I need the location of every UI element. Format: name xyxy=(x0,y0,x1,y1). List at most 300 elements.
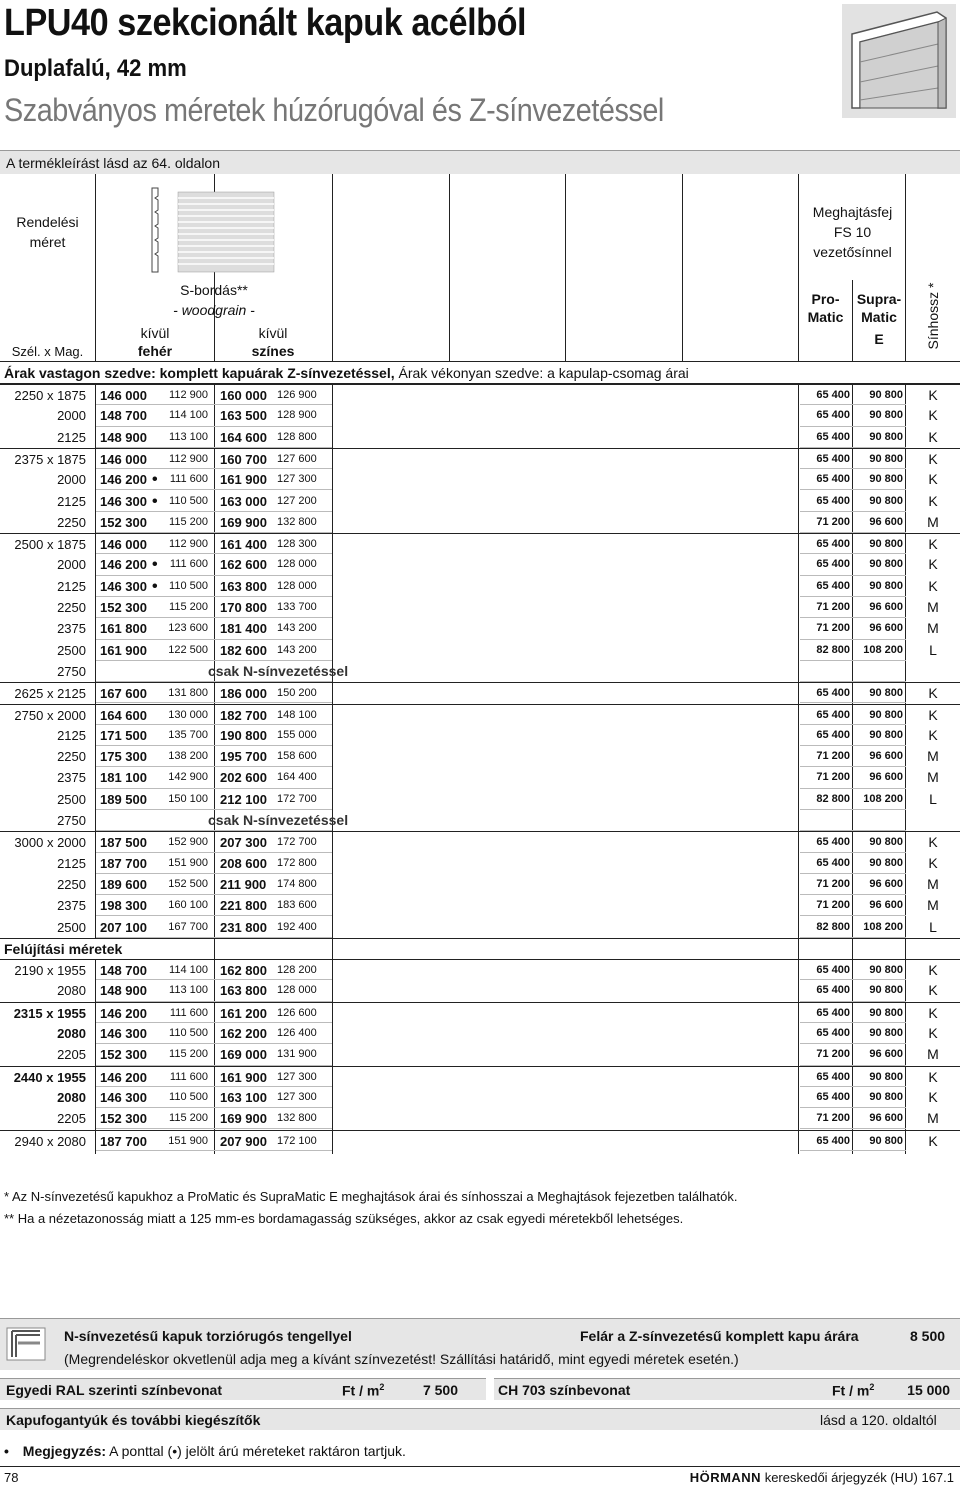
table-row xyxy=(0,597,960,618)
table-row xyxy=(0,1002,960,1023)
price-colored-panel: 128 900 xyxy=(277,409,317,422)
order-size: 2500 x 1875 xyxy=(14,537,86,553)
price-white-panel: 123 600 xyxy=(168,622,208,635)
rail-length-code: L xyxy=(929,790,937,807)
price-colored-panel: 127 300 xyxy=(277,1090,317,1103)
price-colored-complete: 221 800 xyxy=(220,898,267,914)
price-promatic: 65 400 xyxy=(816,409,850,422)
price-white-complete: 181 100 xyxy=(100,770,147,786)
rail-length-code: K xyxy=(928,685,938,702)
price-colored-complete: 202 600 xyxy=(220,770,267,786)
stock-dot xyxy=(152,1044,160,1065)
table-row xyxy=(0,576,960,597)
table-row xyxy=(0,746,960,767)
price-colored-complete: 211 900 xyxy=(220,876,267,892)
price-colored-panel: 183 600 xyxy=(277,899,317,912)
price-promatic: 65 400 xyxy=(816,452,850,465)
price-colored-complete: 190 800 xyxy=(220,727,267,743)
price-supramatic: 90 800 xyxy=(869,579,903,592)
stock-dot xyxy=(152,640,160,661)
price-colored-panel: 132 800 xyxy=(277,1112,317,1125)
table-row xyxy=(0,405,960,426)
table-row xyxy=(0,682,960,703)
rail-length-code: M xyxy=(927,1110,939,1127)
order-size: 2000 xyxy=(57,408,86,424)
price-colored-panel: 126 600 xyxy=(277,1006,317,1019)
table-row xyxy=(0,725,960,746)
price-white-complete: 187 700 xyxy=(100,855,147,871)
n-rail-only-note: csak N-sínvezetéssel xyxy=(208,812,349,828)
table-row xyxy=(0,853,960,874)
price-colored-complete: 231 800 xyxy=(220,919,267,935)
table-row xyxy=(0,980,960,1001)
price-supramatic: 90 800 xyxy=(869,964,903,977)
price-promatic: 65 400 xyxy=(816,1027,850,1039)
price-supramatic: 90 800 xyxy=(869,452,903,465)
order-size: 2125 xyxy=(57,429,86,445)
ral-coating-row: Egyedi RAL szerinti színbevonat Ft / $m^2$ 7 500 xyxy=(0,1378,486,1400)
rail-length-code: K xyxy=(928,1025,938,1041)
price-white-complete: 146 200 xyxy=(100,472,147,488)
price-white-panel: 113 100 xyxy=(169,430,208,443)
price-supramatic: 90 800 xyxy=(869,538,903,551)
order-size: 2625 x 2125 xyxy=(14,686,86,702)
price-promatic: 65 400 xyxy=(816,1006,850,1019)
handles-reference[interactable]: lásd a 120. oldaltól xyxy=(820,1412,937,1428)
stock-dot: • xyxy=(152,492,158,510)
price-white-panel: 112 900 xyxy=(169,389,208,401)
price-colored-panel: 131 900 xyxy=(277,1048,317,1061)
price-white-complete: 146 200 xyxy=(100,557,147,573)
order-size: 2125 xyxy=(57,855,86,871)
ral-price: 7 500 xyxy=(422,1382,458,1398)
price-promatic: 65 400 xyxy=(816,430,850,443)
price-colored-complete: 212 100 xyxy=(220,791,267,807)
price-supramatic: 90 800 xyxy=(869,409,903,422)
rail-length-code: M xyxy=(927,620,939,637)
price-white-panel: 111 600 xyxy=(169,1070,208,1083)
order-size-header: Rendelési méret xyxy=(16,214,79,250)
price-promatic: 65 400 xyxy=(816,984,850,997)
price-promatic: 65 400 xyxy=(816,558,850,571)
price-white-panel: 111 600 xyxy=(169,1006,208,1019)
stock-dot: • xyxy=(152,556,158,574)
n-rail-only-note: csak N-sínvezetéssel xyxy=(208,662,349,679)
rail-length-code: K xyxy=(928,1068,938,1085)
rail-length-code: K xyxy=(928,706,938,723)
price-colored-panel: 150 200 xyxy=(277,687,317,700)
order-size: 2125 xyxy=(57,578,86,594)
rail-length-code: K xyxy=(928,982,938,999)
price-colored-panel: 128 800 xyxy=(277,430,317,443)
price-colored-panel: 127 300 xyxy=(277,1070,317,1083)
price-promatic: 82 800 xyxy=(816,920,850,933)
renovation-section-row xyxy=(0,938,960,959)
stock-dot xyxy=(152,789,160,810)
price-colored-complete: 164 600 xyxy=(220,429,267,445)
price-white-complete: 207 100 xyxy=(100,919,147,935)
price-colored-panel: 128 000 xyxy=(277,984,317,997)
rail-length-code: K xyxy=(928,471,938,488)
price-white-panel: 115 200 xyxy=(169,515,208,528)
stock-dot xyxy=(152,895,160,916)
price-colored-complete: 161 900 xyxy=(220,1069,267,1085)
stock-dot xyxy=(152,385,160,405)
price-colored-complete: 208 600 xyxy=(220,855,267,871)
price-promatic: 65 400 xyxy=(816,494,850,507)
price-supramatic: 90 800 xyxy=(869,1134,903,1147)
order-size: 2250 xyxy=(57,749,86,765)
rail-length-code: K xyxy=(928,428,938,445)
stock-dot xyxy=(152,512,160,533)
order-size: 2750 x 2000 xyxy=(14,707,86,723)
price-white-panel: 113 100 xyxy=(169,984,208,997)
order-size: 3000 x 2000 xyxy=(14,835,86,851)
price-white-panel: 138 200 xyxy=(168,750,208,763)
price-supramatic: 90 800 xyxy=(869,1070,903,1083)
rail-length-code: L xyxy=(929,641,937,658)
table-row xyxy=(0,1108,960,1129)
price-promatic: 65 400 xyxy=(816,708,850,721)
rail-length-code: K xyxy=(928,450,938,467)
stock-dot xyxy=(152,1023,160,1044)
stock-dot xyxy=(152,597,160,618)
order-size: 2375 xyxy=(57,621,86,637)
page-subtitle: Duplafalú, 42 mm xyxy=(4,55,187,82)
order-size: 2250 xyxy=(57,600,86,615)
rail-length-code: K xyxy=(928,387,938,403)
price-colored-panel: 128 000 xyxy=(277,579,317,592)
table-row xyxy=(0,384,960,405)
price-promatic: 65 400 xyxy=(816,389,850,401)
order-size: 2940 x 2080 xyxy=(14,1133,86,1149)
price-colored-panel: 172 800 xyxy=(277,856,317,869)
stock-dot xyxy=(152,767,160,788)
price-white-panel: 152 900 xyxy=(168,836,208,849)
order-size: 2500 xyxy=(57,642,86,658)
order-size: 2205 xyxy=(57,1111,86,1127)
s-ribbed-header: S-bordás** xyxy=(180,282,248,298)
price-supramatic: 90 800 xyxy=(869,856,903,869)
price-white-complete: 146 000 xyxy=(100,537,147,553)
price-promatic: 82 800 xyxy=(816,792,850,805)
rail-length-code: K xyxy=(928,1132,938,1149)
price-white-panel: 135 700 xyxy=(168,728,208,741)
price-white-complete: 171 500 xyxy=(100,727,147,743)
stock-dot xyxy=(152,917,160,938)
price-supramatic: 96 600 xyxy=(869,515,903,528)
price-supramatic: 96 600 xyxy=(869,1112,903,1125)
price-supramatic: 96 600 xyxy=(869,877,903,890)
price-colored-complete: 163 000 xyxy=(220,493,267,509)
order-size: 2080 xyxy=(57,1026,86,1041)
price-promatic: 71 200 xyxy=(816,622,850,635)
price-white-complete: 146 300 xyxy=(100,493,147,509)
drive-head-header: Meghajtásfej FS 10 vezetősínnel xyxy=(812,204,893,260)
stock-dot xyxy=(152,725,160,746)
rail-length-code: K xyxy=(928,492,938,509)
rail-length-code: M xyxy=(927,897,939,914)
stock-remark: • Megjegyzés: A ponttal (•) jelölt árú méreteket raktáron tartjuk. xyxy=(4,1443,406,1459)
price-white-complete: 146 000 xyxy=(100,451,147,467)
price-supramatic: 96 600 xyxy=(869,622,903,635)
price-promatic: 65 400 xyxy=(816,473,850,486)
price-white-panel: 110 500 xyxy=(169,579,208,592)
price-colored-complete: 163 800 xyxy=(220,983,267,999)
s-ribbed-panel-icon xyxy=(146,184,276,276)
price-colored-complete: 162 800 xyxy=(220,963,267,979)
price-white-panel: 142 900 xyxy=(168,771,208,784)
price-white-panel: 167 700 xyxy=(168,920,208,933)
order-size: 2250 xyxy=(57,514,86,530)
price-white-panel: 111 600 xyxy=(169,473,208,486)
ch703-price: 15 000 xyxy=(907,1382,950,1398)
price-colored-complete: 163 800 xyxy=(220,578,267,594)
stock-dot xyxy=(152,1108,160,1129)
price-colored-panel: 172 100 xyxy=(277,1134,317,1147)
rail-length-code: K xyxy=(928,834,938,851)
stock-dot xyxy=(152,1131,160,1151)
table-row xyxy=(0,959,960,980)
price-white-complete: 152 300 xyxy=(100,1111,147,1127)
rail-length-code: M xyxy=(927,875,939,892)
table-row xyxy=(0,1130,960,1151)
price-colored-panel: 128 000 xyxy=(277,558,317,571)
price-supramatic: 108 200 xyxy=(863,643,903,656)
price-colored-complete: 207 900 xyxy=(220,1133,267,1149)
price-supramatic: 108 200 xyxy=(863,792,903,805)
rail-length-code: K xyxy=(928,577,938,594)
price-white-panel: 152 500 xyxy=(168,877,208,890)
price-supramatic: 96 600 xyxy=(869,1048,903,1061)
footnote-ribbing: ** Ha a nézetazonosság miatt a 125 mm-es bordamagasság szükséges, akkor az csak egyedi méretekből lehetséges. xyxy=(4,1211,684,1226)
price-promatic: 65 400 xyxy=(816,538,850,551)
price-white-panel: 110 500 xyxy=(169,1090,208,1103)
stock-dot xyxy=(152,980,160,1001)
price-colored-complete: 182 700 xyxy=(220,707,267,723)
price-supramatic: 108 200 xyxy=(863,920,903,933)
price-white-complete: 164 600 xyxy=(100,707,147,723)
price-promatic: 65 400 xyxy=(816,964,850,977)
table-row xyxy=(0,1023,960,1044)
price-white-complete: 146 000 xyxy=(100,388,147,403)
n-rail-surcharge-box xyxy=(0,1318,960,1370)
outside-white-header: kívül fehér xyxy=(137,325,173,359)
price-white-panel: 131 800 xyxy=(168,687,208,700)
rail-length-code: M xyxy=(927,513,939,530)
rail-length-code: L xyxy=(929,918,937,935)
price-colored-panel: 143 200 xyxy=(277,643,317,656)
table-row xyxy=(0,661,960,682)
order-size: 2000 xyxy=(57,557,86,573)
price-promatic: 65 400 xyxy=(816,1090,850,1103)
table-row xyxy=(0,874,960,895)
price-white-panel: 160 100 xyxy=(168,899,208,912)
price-supramatic: 96 600 xyxy=(869,899,903,912)
price-white-complete: 167 600 xyxy=(100,686,147,702)
rail-length-code: K xyxy=(928,726,938,743)
price-colored-panel: 127 300 xyxy=(277,473,317,486)
stock-dot xyxy=(152,746,160,767)
table-row xyxy=(0,533,960,554)
price-promatic: 71 200 xyxy=(816,750,850,763)
price-colored-panel: 164 400 xyxy=(277,771,317,784)
page-number: 78 xyxy=(4,1470,19,1485)
stock-dot: • xyxy=(152,471,158,489)
price-white-panel: 115 200 xyxy=(169,601,208,613)
stock-dot: • xyxy=(152,577,158,595)
price-white-complete: 146 200 xyxy=(100,1069,147,1085)
price-colored-panel: 192 400 xyxy=(277,920,317,933)
price-supramatic: 96 600 xyxy=(869,771,903,784)
price-white-complete: 146 300 xyxy=(100,1089,147,1105)
price-colored-complete: 163 100 xyxy=(220,1089,267,1105)
stock-dot xyxy=(152,405,160,426)
price-promatic: 71 200 xyxy=(816,1048,850,1061)
price-white-complete: 187 700 xyxy=(100,1133,147,1149)
price-promatic: 65 400 xyxy=(816,1134,850,1147)
page-title: LPU40 szekcionált kapuk acélból xyxy=(4,2,527,44)
order-size: 2190 x 1955 xyxy=(14,963,86,979)
price-promatic: 65 400 xyxy=(816,687,850,700)
table-row xyxy=(0,448,960,469)
price-supramatic: 96 600 xyxy=(869,601,903,613)
price-white-complete: 161 800 xyxy=(100,621,147,637)
dimensions-header: Szél. x Mag. xyxy=(11,344,84,359)
garage-door-illustration xyxy=(842,4,956,118)
stock-dot xyxy=(152,534,160,554)
price-supramatic: 90 800 xyxy=(869,1027,903,1039)
rail-length-code: K xyxy=(928,407,938,424)
price-supramatic: 90 800 xyxy=(869,728,903,741)
price-colored-complete: 160 700 xyxy=(220,451,267,467)
rail-length-code: M xyxy=(927,769,939,786)
price-white-complete: 148 700 xyxy=(100,963,147,979)
price-colored-complete: 169 900 xyxy=(220,514,267,530)
footer-catalog: HÖRMANN kereskedői árjegyzék (HU) 167.1 xyxy=(689,1470,954,1485)
price-colored-panel: 172 700 xyxy=(277,836,317,849)
table-row xyxy=(0,895,960,916)
stock-dot xyxy=(152,705,160,725)
order-size: 2500 xyxy=(57,919,86,935)
price-white-complete: 146 200 xyxy=(100,1005,147,1021)
price-white-complete: 146 300 xyxy=(100,578,147,594)
order-size: 2000 xyxy=(57,472,86,488)
stock-dot xyxy=(152,449,160,469)
price-promatic: 71 200 xyxy=(816,601,850,613)
price-colored-complete: 170 800 xyxy=(220,600,267,615)
price-white-panel: 130 000 xyxy=(168,708,208,721)
price-colored-complete: 207 300 xyxy=(220,835,267,851)
price-colored-complete: 161 900 xyxy=(220,472,267,488)
price-white-complete: 148 900 xyxy=(100,429,147,445)
table-row xyxy=(0,1066,960,1087)
surcharge-label: Felár a Z-sínvezetésű komplett kapu árára xyxy=(580,1328,859,1344)
order-size: 2080 xyxy=(57,983,86,999)
price-white-panel: 111 600 xyxy=(169,558,208,571)
table-row xyxy=(0,789,960,810)
price-colored-complete: 160 000 xyxy=(220,388,267,403)
order-size: 2315 x 1955 xyxy=(13,1005,86,1021)
price-colored-panel: 128 300 xyxy=(277,538,317,551)
product-description-reference: A termékleírást lásd az 64. oldalon xyxy=(0,150,960,174)
rail-icon xyxy=(6,1327,46,1361)
price-promatic: 71 200 xyxy=(816,771,850,784)
stock-dot xyxy=(152,683,160,703)
handles-row: Kapufogantyúk és további kiegészítők lásd a 120. oldaltól xyxy=(0,1408,960,1430)
price-colored-complete: 162 600 xyxy=(220,557,267,573)
price-white-panel: 110 500 xyxy=(169,1027,208,1039)
rail-length-header: Sínhossz * xyxy=(925,282,941,350)
price-colored-panel: 133 700 xyxy=(277,601,317,613)
price-promatic: 71 200 xyxy=(816,1112,850,1125)
order-size: 2750 xyxy=(57,663,86,679)
price-colored-panel: 128 200 xyxy=(277,964,317,977)
stock-dot xyxy=(152,874,160,895)
stock-dot xyxy=(152,1067,160,1087)
page-subtitle-secondary: Szabványos méretek húzórugóval és Z-sínvezetéssel xyxy=(4,92,664,128)
stock-dot xyxy=(152,618,160,639)
order-size: 2750 xyxy=(57,813,86,828)
table-row xyxy=(0,512,960,533)
rail-length-code: M xyxy=(927,748,939,765)
outside-colored-header: kívül színes xyxy=(251,325,295,359)
rail-length-code: K xyxy=(928,536,938,553)
table-row xyxy=(0,704,960,725)
woodgrain-header: - woodgrain - xyxy=(173,302,255,318)
price-colored-complete: 163 500 xyxy=(220,408,267,424)
table-row xyxy=(0,810,960,831)
order-size: 2500 xyxy=(57,791,86,807)
table-row xyxy=(0,640,960,661)
price-white-complete: 189 500 xyxy=(100,791,147,807)
price-white-complete: 146 300 xyxy=(100,1026,147,1041)
price-white-complete: 187 500 xyxy=(100,835,147,851)
price-colored-panel: 127 600 xyxy=(277,452,317,465)
rail-length-code: K xyxy=(928,854,938,871)
price-supramatic: 90 800 xyxy=(869,984,903,997)
price-white-complete: 148 900 xyxy=(100,983,147,999)
price-white-complete: 198 300 xyxy=(100,898,147,914)
footnote-rail-length: * Az N-sínvezetésű kapukhoz a ProMatic és SupraMatic E meghajtások árai és sínhosszai a Meghajtások fejezetben találhatók. xyxy=(4,1189,738,1204)
surcharge-value: 8 500 xyxy=(910,1328,946,1344)
price-supramatic: 90 800 xyxy=(869,836,903,849)
rail-length-code: K xyxy=(928,556,938,573)
price-legend: Árak vastagon szedve: komplett kapuárak Z-sínvezetéssel, Árak vékonyan szedve: a kapulap-csomag árai xyxy=(0,362,960,384)
price-colored-panel: 148 100 xyxy=(277,708,317,721)
price-white-panel: 115 200 xyxy=(169,1112,208,1125)
table-row xyxy=(0,1044,960,1065)
brand-logo: HÖRMANN xyxy=(689,1470,762,1485)
price-promatic: 65 400 xyxy=(816,856,850,869)
rail-length-code: K xyxy=(928,1088,938,1105)
order-size: 2250 x 1875 xyxy=(14,388,86,403)
price-colored-complete: 162 200 xyxy=(220,1026,267,1041)
price-promatic: 65 400 xyxy=(816,1070,850,1083)
price-supramatic: 90 800 xyxy=(869,1090,903,1103)
price-white-complete: 161 900 xyxy=(100,642,147,658)
price-supramatic: 90 800 xyxy=(869,687,903,700)
price-supramatic: 90 800 xyxy=(869,708,903,721)
renovation-label: Felújítási méretek xyxy=(4,939,134,959)
price-colored-panel: 172 700 xyxy=(277,792,317,805)
price-white-complete: 152 300 xyxy=(100,514,147,530)
footnotes xyxy=(4,1186,737,1230)
price-promatic: 65 400 xyxy=(816,836,850,849)
order-size: 2205 xyxy=(57,1047,86,1063)
table-row xyxy=(0,491,960,512)
price-white-panel: 151 900 xyxy=(168,856,208,869)
